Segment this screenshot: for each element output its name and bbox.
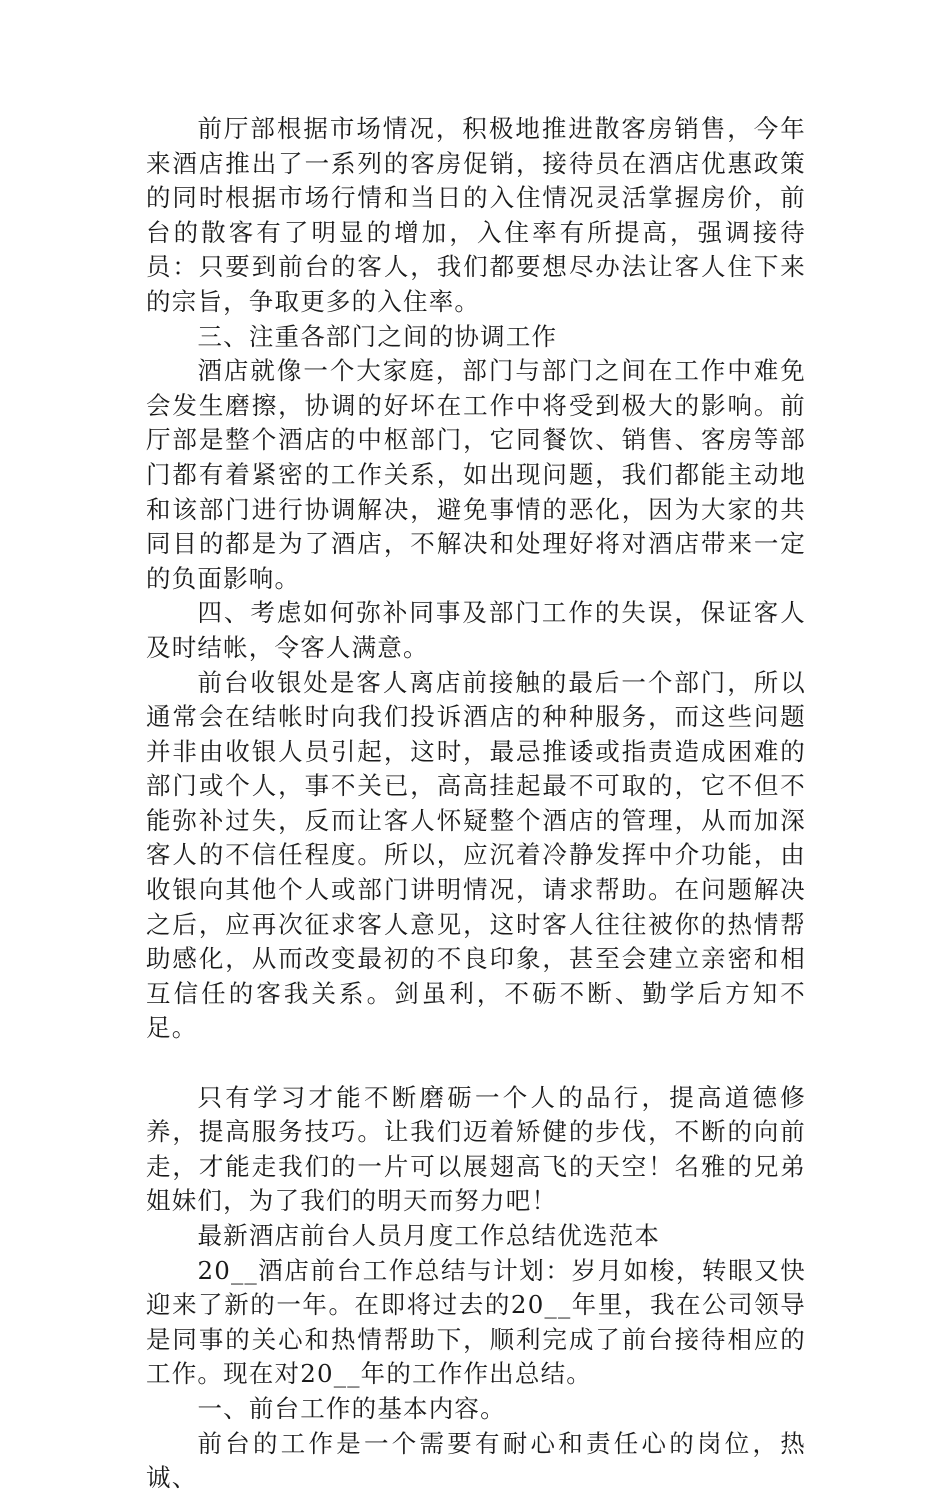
- paragraph-cashier: 前台收银处是客人离店前接触的最后一个部门，所以通常会在结帐时向我们投诉酒店的种种服务，而这些问题并非由收银人员引起，这时，最忌推诿或指责造成困难的部门或个人，事不关已，高高挂起最不可取的，它不但不能弥补过失，反而让客人怀疑整个酒店的管理，从而加深客人的不信任程度。所以，应沉着冷静发挥中介功能，由收银向其他个人或部门讲明情况，请求帮助。在问题解决之后，应再次征求客人意见，这时客人往往被你的热情帮助感化，从而改变最初的不良印象，甚至会建立亲密和相互信任的客我关系。剑虽利，不砺不断、勤学后方知不足。: [146, 667, 806, 1043]
- paragraph-summary-intro: 20__酒店前台工作总结与计划：岁月如梭，转眼又快迎来了新的一年。在即将过去的20__年里，我在公司领导是同事的关心和热情帮助下，顺利完成了前台接待相应的工作。现在对20__年的工作作出总结。: [146, 1255, 806, 1389]
- document-title: 最新酒店前台人员月度工作总结优选范本: [197, 1221, 661, 1250]
- paragraph-spacer: [146, 1046, 806, 1081]
- document-body: [146, 112, 806, 1496]
- section-heading-coordination: 三、注重各部门之间的协调工作: [197, 321, 558, 351]
- paragraph-front-desk-duty: 前台的工作是一个需要有耐心和责任心的岗位，热诚、: [146, 1428, 806, 1493]
- paragraph-coordination: 酒店就像一个大家庭，部门与部门之间在工作中难免会发生磨擦，协调的好坏在工作中将受到极大的影响。前厅部是整个酒店的中枢部门，它同餐饮、销售、客房等部门都有着紧密的工作关系，如出现问题，我们都能主动地和该部门进行协调解决，避免事情的恶化，因为大家的共同目的都是为了酒店，不解决和处理好将对酒店带来一定的负面影响。: [146, 356, 806, 593]
- section-heading-basic-content: 一、前台工作的基本内容。: [197, 1393, 506, 1423]
- section-heading-mistakes: 四、考虑如何弥补同事及部门工作的失误，保证客人及时结帐，令客人满意。: [146, 598, 806, 662]
- paragraph-sales: 前厅部根据市场情况，积极地推进散客房销售，今年来酒店推出了一系列的客房促销，接待员在酒店优惠政策的同时根据市场行情和当日的入住情况灵活掌握房价，前台的散客有了明显的增加，入住率有所提高，强调接待员：只要到前台的客人，我们都要想尽办法让客人住下来的宗旨，争取更多的入住率。: [146, 114, 806, 316]
- paragraph-learning: 只有学习才能不断磨砺一个人的品行，提高道德修养，提高服务技巧。让我们迈着矫健的步伐，不断的向前走，才能走我们的一片可以展翅高飞的天空！名雅的兄弟姐妹们，为了我们的明天而努力吧！: [146, 1082, 806, 1216]
